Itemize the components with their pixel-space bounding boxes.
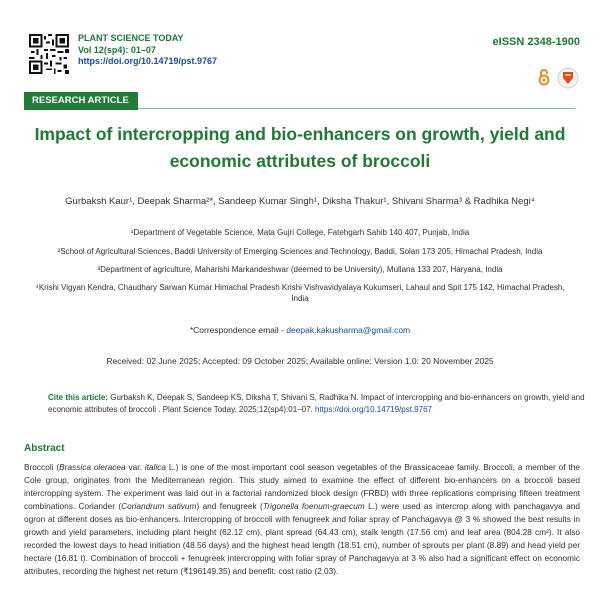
correspondence: [30, 325, 570, 335]
affiliation-3: ³Department of agriculture, Maharishi Markandeshwar (deemed to be University), Mullana 133 207, Haryana, India: [97, 265, 503, 274]
eissn: eISSN 2348-1900: [492, 36, 580, 48]
correspondence-label: *Correspondence email -: [189, 325, 287, 335]
journal-volume: Vol 12(sp4): 01–07: [78, 44, 156, 55]
qr-code-icon: [29, 34, 69, 74]
open-access-icon[interactable]: [537, 68, 551, 86]
author-list: Gurbaksh Kaur¹, Deepak Sharma²*, Sandeep Kumar Singh¹, Diksha Thakur¹, Shivani Sharma³ & Radhika Negi⁴: [65, 196, 535, 207]
correspondence-email-link[interactable]: deepak.kakusharma@gmail.com: [286, 325, 411, 335]
citation-block: [48, 392, 588, 415]
affiliation-2: ²School of Agricultural Sciences, Baddi University of Emerging Sciences and Technology, Baddi, Solan 173 205, Himachal Pradesh, India: [57, 247, 543, 256]
affiliation-4: ⁴Krishi Vigyan Kendra, Chaudhary Sarwan Kumar Himachal Pradesh Krishi Vishvavidyalaya Kukumseri, Lahaul and Spit 175 142, Himachal Pradesh, India: [35, 283, 565, 303]
abstract-text-segment: var.: [125, 462, 145, 472]
abstract-text-segment: Broccoli (: [24, 462, 60, 472]
article-dates: Received: 02 June 2025; Accepted: 09 October 2025; Available online: Version 1.0: 20 November 2025: [106, 356, 494, 366]
citation-text: Gurbaksh K, Deepak S, Sandeep KS, Diksha T, Shivani S, Radhika N. Impact of intercropping and bio-enhancers on growth, yield and economic attributes of broccoli . Plant Science Today. 2025;12(sp4):01–07.: [48, 393, 585, 414]
citation-label: Cite this article:: [48, 393, 109, 402]
check-for-updates-icon[interactable]: [557, 67, 579, 89]
abstract-text-segment: L.) were used as intercrop along with panchagavya and ogron at different doses as bio-enhancers. Intercropping of broccoli with fenugreek and foliar spray of Panchagavya @ 3 % showed the best results in growth and yield parameters, including plant height (62.12 cm), plant spread (64.43 cm), stalk length (17.56 cm) and leaf area (804.28 cm²). It also recorded the lowest days to head initiation (48.56 days) and the highest head length (18.51 cm), number of sprouts per plant (8.89) and head yield per hectare (16.81 t). Combination of broccoli + fenugreek intercropping with foliar spray of Panchagavya at 3 % also had a significant effect on economic attributes, recording the highest net return (₹196149.35) and benefit: cost ratio (2.03).: [24, 501, 580, 576]
affiliation-1: ¹Department of Vegetable Science, Mata Gujri College, Fatehgarh Sahib 140 407, Punjab, India: [130, 228, 470, 237]
abstract-heading: Abstract: [24, 443, 65, 454]
journal-doi-link[interactable]: https://doi.org/10.14719/pst.9767: [78, 56, 218, 66]
header-divider: [138, 108, 575, 109]
article-title: Impact of intercropping and bio-enhancers on growth, yield and economic attributes of broccoli: [34, 124, 566, 171]
abstract-italic-segment: italica: [144, 462, 166, 472]
abstract-italic-segment: Coriandrum sativum: [121, 501, 197, 511]
journal-name: PLANT SCIENCE TODAY: [78, 33, 184, 43]
article-type-badge: RESEARCH ARTICLE: [24, 92, 138, 110]
abstract-text-segment: ) and fenugreek (: [196, 501, 263, 511]
abstract-text-segment: L.) is one of the most important cool season vegetables of the Brassicaceae family. Broccoli, a member of the Cole group, originates from the Mediterranean region. This study aimed to examine the effect of different bio-enhancers on a broccoli based intercropping system. The experiment was laid out in a factorial randomized block design (FRBD) with three replications comprising fifteen treatment combinations. Coriander (: [24, 462, 580, 511]
abstract-italic-segment: Brassica oleracea: [59, 462, 126, 472]
abstract-italic-segment: Trigonella foenum-graecum: [262, 501, 365, 511]
citation-doi-link[interactable]: https://doi.org/10.14719/pst.9767: [314, 404, 432, 414]
journal-info: [78, 33, 217, 68]
abstract-body: [24, 461, 580, 578]
